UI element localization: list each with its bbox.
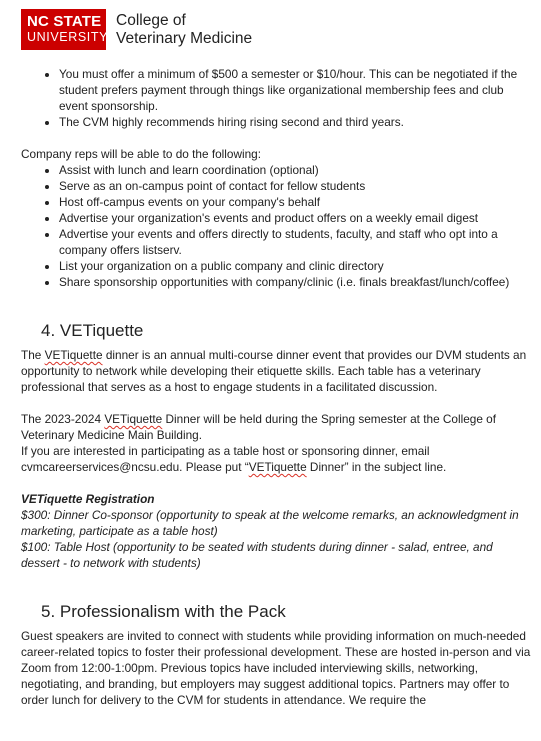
list-item: • Assist with lunch and learn coordination (optional) [59, 162, 531, 178]
document-body [21, 66, 531, 708]
logo-line2: UNIVERSITY [27, 30, 109, 44]
spellcheck-word: VETiquette [44, 348, 103, 362]
reps-intro: Company reps will be able to do the following: [21, 147, 262, 161]
page-header [21, 9, 252, 50]
college-line1: College of [116, 11, 186, 29]
list-item: • Advertise your events and offers directly to students, faculty, and staff who opt into a company offers listserv. [59, 226, 531, 258]
ncstate-logo [21, 9, 109, 50]
spellcheck-word: VETiquette [104, 412, 163, 426]
list-item: • List your organization on a public company and clinic directory [59, 258, 531, 274]
reps-list [21, 162, 531, 290]
professionalism-description: Guest speakers are invited to connect with students while providing information on much-needed career-related topics to foster their professional development. These are hosted in-person and via Zoom from 12:00-1:00pm. Previous topics have included interviewing skills, networking, negotiating, and branding, but employers may suggest additional topics. Partners may offer to order lunch for delivery to the CVM for students in attendance. We require the [21, 629, 531, 707]
vetiquette-heading: 4. VETiquette [41, 321, 144, 340]
spellcheck-word: VETiquette [248, 460, 307, 474]
registration-title: VETiquette Registration [21, 492, 155, 506]
college-line2: Veterinary Medicine [116, 29, 253, 47]
vetiquette-date: The 2023-2024 VETiquette Dinner will be held during the Spring semester at the College of Veterinary Medicine Main Building. [21, 412, 497, 442]
sponsorship-list [21, 66, 531, 130]
list-item: • Host off-campus events on your company's behalf [59, 194, 531, 210]
list-item: • The CVM highly recommends hiring rising second and third years. [59, 114, 531, 130]
registration-cosponsor: $300: Dinner Co-sponsor (opportunity to speak at the welcome remarks, an acknowledgment in marketing, participate as a table host) [21, 508, 519, 538]
list-item: • Serve as an on-campus point of contact for fellow students [59, 178, 531, 194]
logo-line1: NC STATE [27, 13, 102, 30]
registration-table-host: $100: Table Host (opportunity to be seated with students during dinner - salad, entree, and dessert - to network with students) [21, 540, 493, 570]
list-item: • Share sponsorship opportunities with company/clinic (i.e. finals breakfast/lunch/coffee) [59, 274, 531, 290]
list-item: • Advertise your organization's events and product offers on a weekly email digest [59, 210, 531, 226]
vetiquette-contact: If you are interested in participating as a table host or sponsoring dinner, email cvmcareerservices@ncsu.edu. Please put “VETiquette Dinner” in the subject line. [21, 444, 447, 474]
college-name [116, 12, 252, 48]
professionalism-heading: 5. Professionalism with the Pack [41, 602, 286, 621]
vetiquette-description: The VETiquette dinner is an annual multi-course dinner event that provides our DVM students an opportunity to network while developing their etiquette skills. Each table has a veterinary professional that serves as a host to engage students in a facilitated discussion. [21, 348, 527, 394]
list-item: • You must offer a minimum of $500 a semester or $10/hour. This can be negotiated if the student prefers payment through things like organizational membership fees and club event sponsorship. [59, 66, 531, 114]
